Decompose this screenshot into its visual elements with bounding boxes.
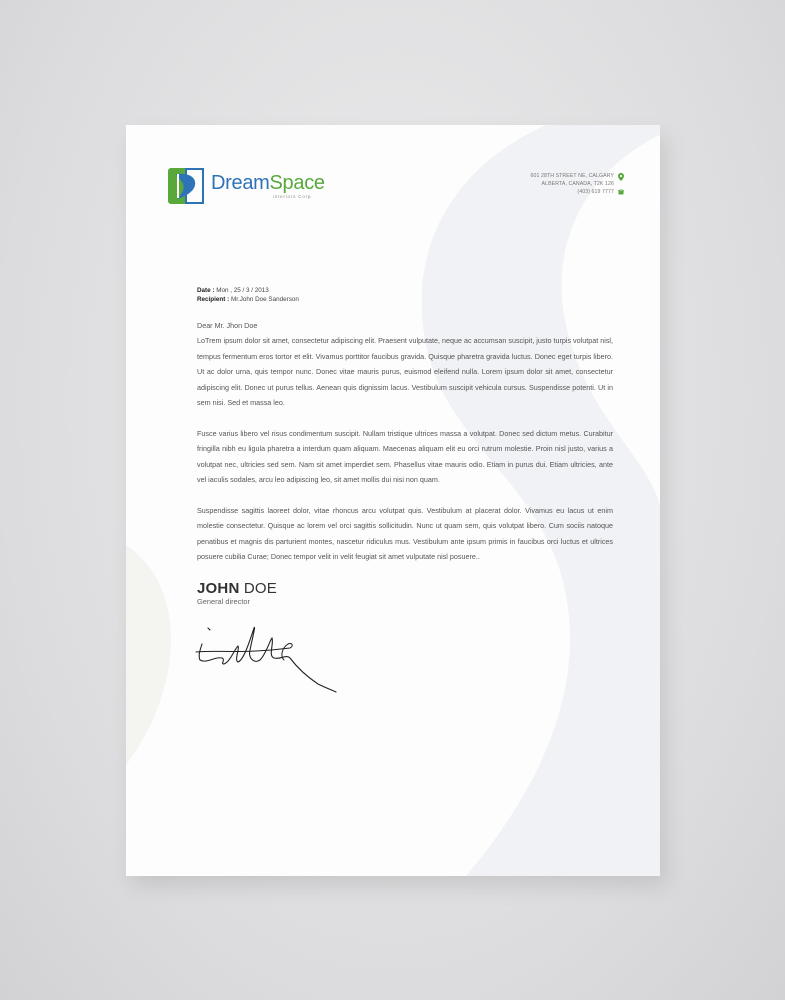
signatory-title: General director (197, 597, 250, 606)
signatory-name: JOHN DOE (197, 580, 277, 597)
signatory-block (197, 581, 277, 606)
salutation: Dear Mr. Jhon Doe (197, 321, 258, 330)
dreamspace-logo-icon (168, 168, 204, 204)
company-logo (168, 168, 325, 204)
letter-body (197, 318, 613, 580)
company-address (530, 172, 614, 196)
address-line-1: 601 28TH STREET NE, CALGARY (530, 172, 614, 180)
company-name: DreamSpace (211, 172, 325, 194)
address-line-2: ALBERTA, CANADA, T2K 126 (541, 181, 614, 187)
handwritten-signature (194, 620, 344, 705)
company-tagline: interiors Corp. (273, 194, 314, 199)
date-line: Date : Mon , 25 / 3 / 2013 (197, 287, 269, 294)
letter-meta (197, 287, 299, 304)
paragraph-3: Suspendisse sagittis laoreet dolor, vitae rhoncus arcu volutpat quis. Vestibulum at placerat dolor. Vivamus eu lacus ut enim molestie consectetur. Quisque ac lorem vel orci sagittis sollicitudin. Nunc ut quam sem, quis volutpat libero. Cum sociis natoque penatibus et magnis dis parturient montes, nascetur ridiculus mus. Vestibulum ante ipsum primis in faucibus orci luctus et ultrices posuere cubilia Curae; Donec tempor velit in velit feugiat sit amet vulputate nisl posuere.. (197, 505, 613, 562)
recipient-line: Recipient : Mr.John Doe Sanderson (197, 295, 299, 303)
phone-number: (403) 619 7777 (530, 188, 614, 196)
paragraph-1: LoTrem ipsum dolor sit amet, consectetur adipiscing elit. Praesent vulputate, neque ac accumsan suscipit, justo turpis volutpat nisl, tempus fermentum eros tortor et elit. Vivamus porttitor faucibus gravida. Quisque pharetra gravida luctus. Donec eget turpis libero. Ut ac dolor urna, quis tempor nunc. Donec vitae mauris purus, euismod eleifend nulla. Lorem ipsum dolor sit amet, consectetur adipiscing elit. Donec ut purus tellus. Aenean quis dignissim lacus. Vestibulum suscipit vehicula cursus. Suspendisse potenti. Ut in sem nisi. Sed et massa leo. (197, 336, 614, 408)
paragraph-2: Fusce varius libero vel risus condimentum suscipit. Nullam tristique ultrices massa a volutpat. Donec sed dictum metus. Curabitur fringilla nibh eu ligula pharetra a interdum quam aliquam. Maecenas aliquam elit eu orci rutrum molestie. Proin nisl justo, varius a volutpat nec, ultricies sed sem. Nam sit amet imperdiet sem. Phasellus vitae mauris odio. Etiam in purus dui. Etiam ultricies, ante vel iaculis sodales, arcu leo adipiscing leo, sit amet mollis dui nisi non quam. (197, 428, 613, 485)
letterhead-page (126, 125, 660, 876)
location-pin-icon (618, 173, 624, 181)
phone-icon (618, 189, 624, 195)
